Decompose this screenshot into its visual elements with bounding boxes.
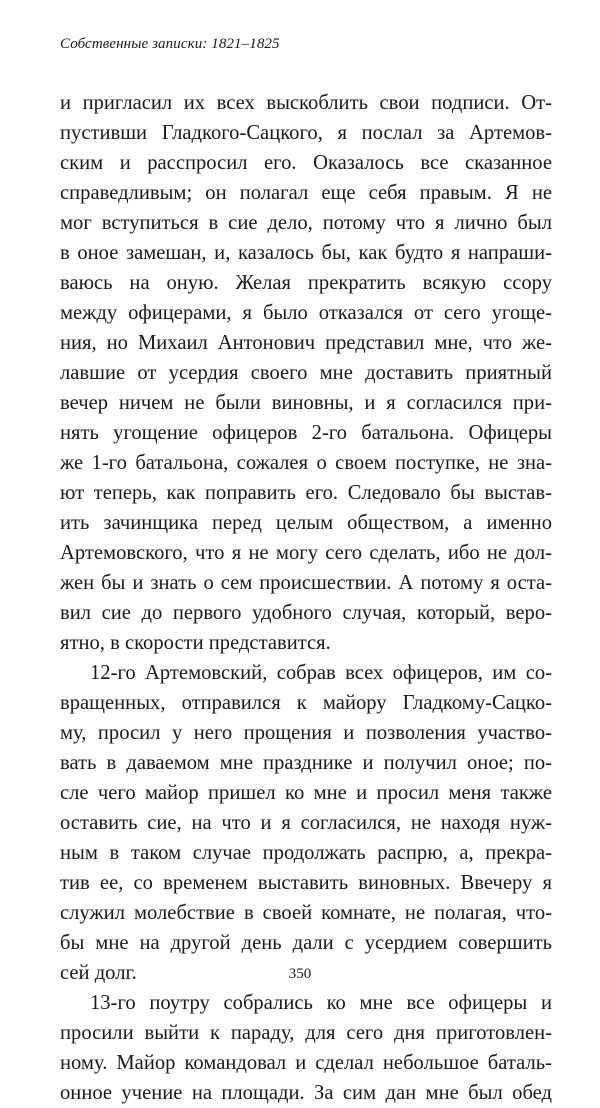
- text-line: и пригласил их всех выскоблить свои подписи. От-: [60, 92, 552, 114]
- text-line: оставить сие, на что и я согласился, не находя нуж-: [60, 812, 552, 834]
- text-line: онное учение на площади. За сим дан мне был обед: [60, 1082, 552, 1104]
- page-body: [60, 88, 552, 1108]
- text-line: между офицерами, я было отказался от сего угоще-: [60, 302, 552, 324]
- text-line: мог вступиться в сие дело, потому что я лично был: [60, 212, 552, 234]
- text-line: ским и расспросил его. Оказалось все сказанное: [60, 152, 552, 174]
- text-line: просили выйти к параду, для сего дня приготовлен-: [60, 1022, 552, 1044]
- text-line: вать в даваемом мне празднике и получил оное; по-: [60, 752, 552, 774]
- text-line: му, просил у него прощения и позволения участво-: [60, 722, 552, 744]
- text-line: вращенных, отправился к майору Гладкому-Сацко-: [60, 692, 552, 714]
- text-line: 12-го Артемовский, собрав всех офицеров, им со-: [90, 662, 552, 684]
- running-head: Собственные записки: 1821–1825: [60, 36, 280, 52]
- text-line: 13-го поутру собрались ко мне все офицеры и: [90, 992, 552, 1014]
- paragraph: [60, 88, 552, 658]
- text-line: справедливым; он полагал еще себя правым. Я не: [60, 182, 552, 204]
- paragraph: [60, 658, 552, 988]
- text-line: Артемовского, что я не могу сего сделать, ибо не дол-: [60, 542, 552, 564]
- text-line: тив ее, со временем выставить виновных. Ввечеру я: [60, 872, 552, 894]
- text-line: ния, но Михаил Антонович представил мне, что же-: [60, 332, 552, 354]
- text-line: бы мне на другой день дали с усердием совершить: [60, 932, 552, 954]
- text-line: лавшие от усердия своего мне доставить приятный: [60, 362, 552, 384]
- text-line: ют теперь, как поправить его. Следовало бы выстав-: [60, 482, 552, 504]
- paragraph: [60, 988, 552, 1108]
- text-line: ить зачинщика перед целым обществом, а именно: [60, 512, 552, 534]
- text-line: пустивши Гладкого-Сацкого, я послал за Артемов-: [60, 122, 552, 144]
- text-line: ваюсь на оную. Желая прекратить всякую ссору: [60, 272, 552, 294]
- text-line: служил молебствие в своей комнате, не полагая, что-: [60, 902, 552, 924]
- page-number: 350: [288, 966, 312, 982]
- text-line: ным в таком случае продолжать распрю, а, прекра-: [60, 842, 552, 864]
- text-line: ятно, в скорости представится.: [60, 632, 331, 654]
- text-line: жен бы и знать о сем происшествии. А потому я оста-: [60, 572, 552, 594]
- text-line: же 1-го батальона, сожалея о своем поступке, не зна-: [60, 452, 552, 474]
- text-line: сле чего майор пришел ко мне и просил меня также: [60, 782, 552, 804]
- text-line: нять угощение офицеров 2-го батальона. Офицеры: [60, 422, 552, 444]
- text-line: ному. Майор командовал и сделал небольшое баталь-: [60, 1052, 552, 1074]
- text-line: вечер ничем не были виновны, и я согласился при-: [60, 392, 552, 414]
- text-line: вил сие до первого удобного случая, который, веро-: [60, 602, 552, 624]
- text-line: сей долг.: [60, 962, 137, 984]
- text-line: в оное замешан, и, казалось бы, как будто я напраши-: [60, 242, 552, 264]
